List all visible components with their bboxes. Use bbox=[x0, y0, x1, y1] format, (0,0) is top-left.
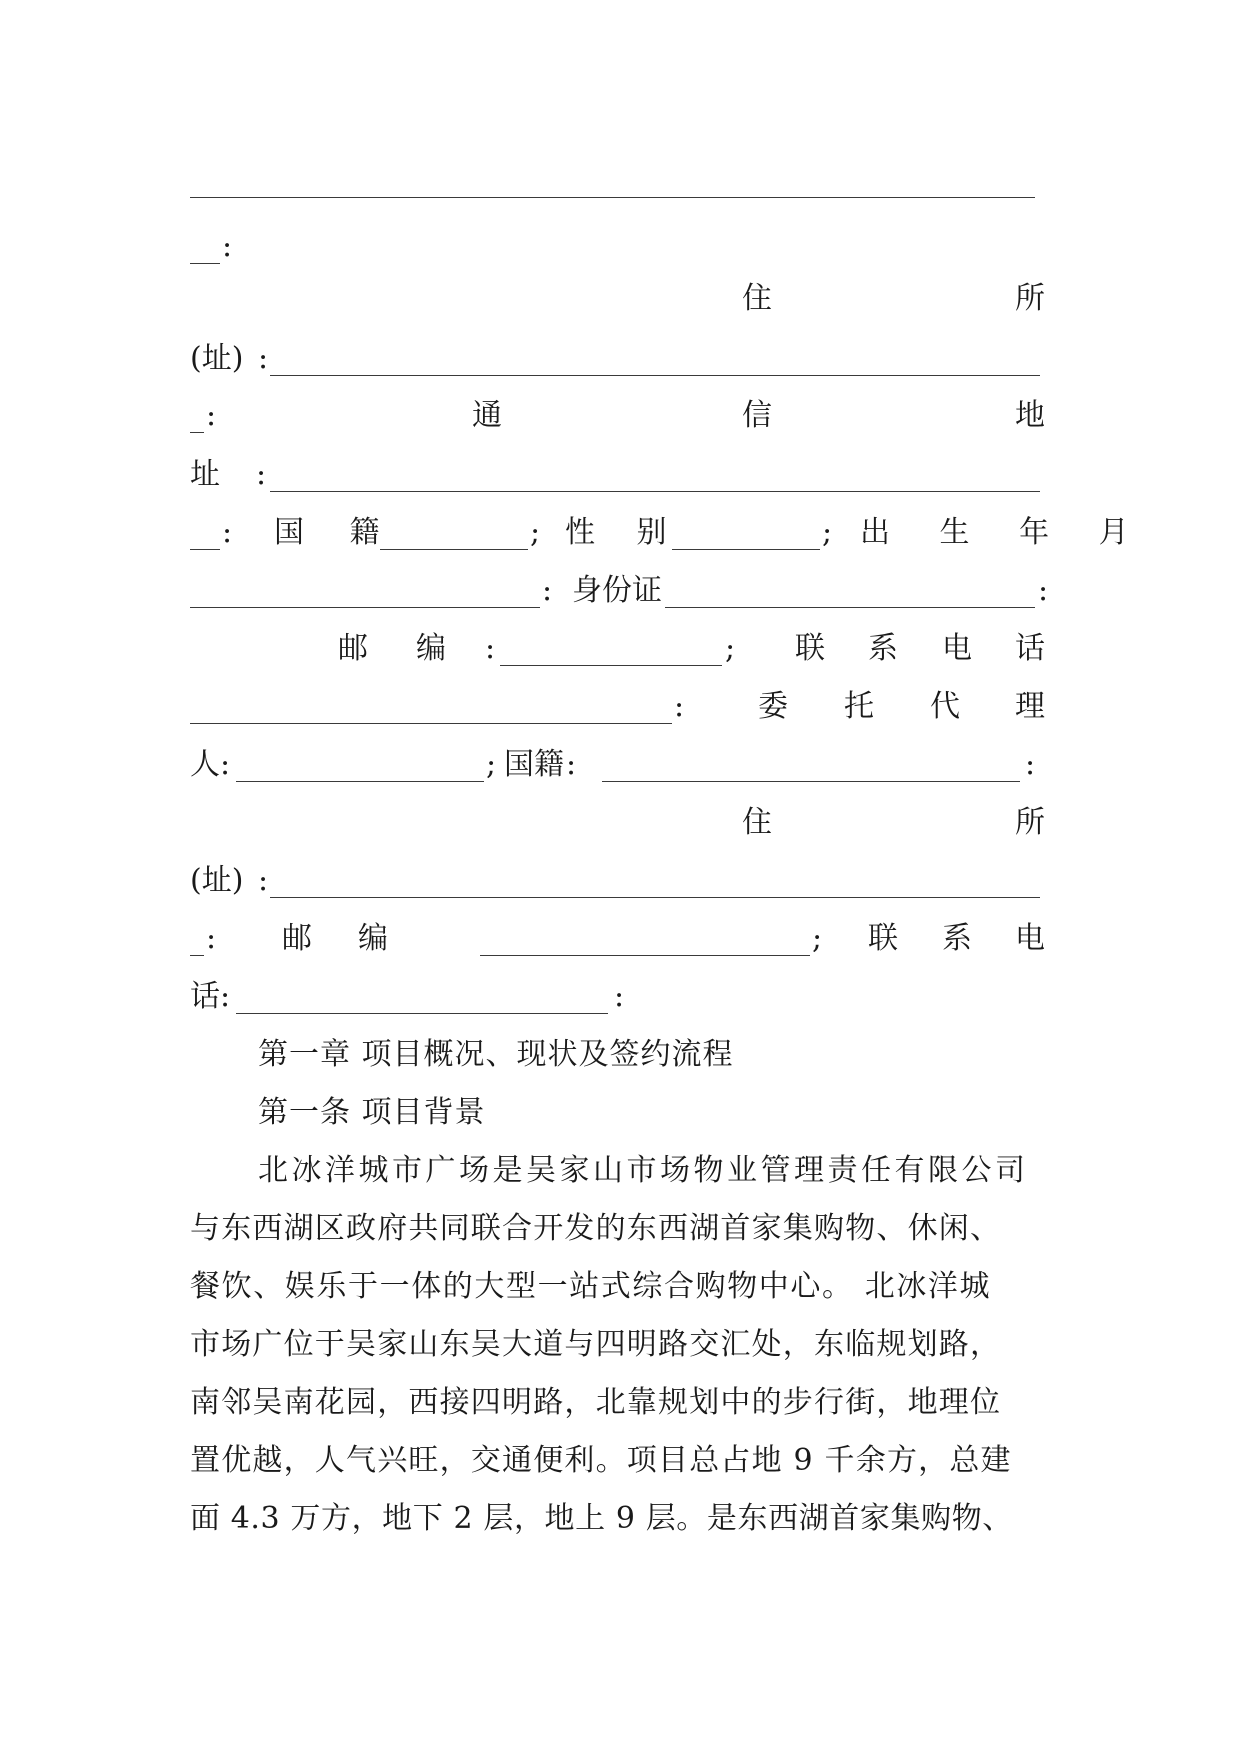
paragraph-line: 餐饮、娱乐于一体的大型一站式综合购物中心。 北冰洋城 bbox=[190, 1269, 992, 1304]
mailing-address-label-part: 地 bbox=[1015, 398, 1045, 433]
phone-blank bbox=[190, 723, 672, 724]
form-line bbox=[190, 387, 1050, 445]
agent-label-part: 代 bbox=[930, 689, 960, 724]
semicolon: ; bbox=[822, 515, 833, 550]
form-line bbox=[190, 620, 1050, 678]
form-line bbox=[190, 794, 1050, 852]
mailing-address-label-part: 通 bbox=[472, 398, 502, 433]
agent-label-part: 托 bbox=[844, 689, 874, 724]
address-label-part: 所 bbox=[1015, 805, 1045, 840]
address-label-part: 所 bbox=[1015, 281, 1045, 316]
colon: : bbox=[566, 747, 577, 782]
blank-line bbox=[190, 197, 1035, 198]
nationality-blank bbox=[602, 781, 1020, 782]
colon: : bbox=[258, 341, 269, 376]
postcode-label-part: 邮 bbox=[282, 921, 312, 956]
colon: : bbox=[220, 979, 231, 1014]
paragraph-line: 南邻吴南花园，西接四明路，北靠规划中的步行街，地理位 bbox=[190, 1385, 1002, 1420]
form-line bbox=[190, 562, 1050, 620]
postcode-label-part: 编 bbox=[358, 921, 388, 956]
phone-label-part: 系 bbox=[868, 631, 898, 666]
semicolon: ; bbox=[530, 515, 541, 550]
address-blank bbox=[270, 897, 1040, 898]
agent-label-part: 委 bbox=[758, 689, 788, 724]
address-blank bbox=[270, 375, 1040, 376]
blank-line bbox=[190, 432, 204, 433]
colon: : bbox=[258, 863, 269, 898]
colon: : bbox=[674, 689, 685, 724]
paragraph-line: 置优越，人气兴旺，交通便利。项目总占地 9 千余方，总建 bbox=[190, 1443, 1012, 1478]
article-title: 第一条 项目背景 bbox=[258, 1095, 486, 1130]
paragraph-line: 面 4.3 万方，地下 2 层，地上 9 层。是东西湖首家集购物、 bbox=[190, 1501, 1013, 1536]
postcode-blank bbox=[480, 955, 810, 956]
colon: : bbox=[542, 573, 553, 608]
paragraph-line: 北冰洋城市广场是吴家山市场物业管理责任有限公司 bbox=[258, 1153, 1029, 1188]
postcode-blank bbox=[500, 665, 722, 666]
colon: : bbox=[256, 457, 267, 492]
form-line bbox=[190, 736, 1050, 794]
id-card-label: 身份证 bbox=[572, 573, 662, 608]
colon: : bbox=[220, 747, 231, 782]
postcode-label-part: 编 bbox=[416, 631, 446, 666]
gender-blank bbox=[672, 549, 820, 550]
semicolon: ; bbox=[812, 921, 823, 956]
colon: : bbox=[222, 515, 233, 550]
agent-blank bbox=[236, 781, 484, 782]
agent-label-part: 人 bbox=[190, 747, 220, 782]
address-label-part: 住 bbox=[742, 281, 772, 316]
nationality-blank bbox=[380, 549, 528, 550]
phone-label-part: 联 bbox=[868, 921, 898, 956]
colon: : bbox=[485, 631, 496, 666]
blank-line bbox=[190, 549, 220, 550]
blank-line bbox=[190, 263, 220, 264]
form-line bbox=[190, 446, 1050, 504]
form-line bbox=[190, 218, 1050, 276]
form-line bbox=[190, 968, 1050, 1026]
mailing-address-blank bbox=[270, 491, 1040, 492]
phone-label-part: 电 bbox=[942, 631, 972, 666]
nationality-label: 国籍 bbox=[504, 747, 564, 782]
paragraph-line: 市场广位于吴家山东吴大道与四明路交汇处，东临规划路， bbox=[190, 1327, 1002, 1362]
form-line bbox=[190, 852, 1050, 910]
address-label-part: 住 bbox=[742, 805, 772, 840]
paragraph-line: 与东西湖区政府共同联合开发的东西湖首家集购物、休闲、 bbox=[190, 1211, 1002, 1246]
form-line bbox=[190, 330, 1050, 388]
phone-blank bbox=[236, 1013, 608, 1014]
id-card-blank bbox=[665, 607, 1035, 608]
phone-label-part: 系 bbox=[942, 921, 972, 956]
phone-label-part: 话 bbox=[1015, 631, 1045, 666]
blank-line bbox=[190, 955, 204, 956]
phone-label-part: 联 bbox=[795, 631, 825, 666]
colon: : bbox=[614, 979, 625, 1014]
colon: : bbox=[1025, 747, 1036, 782]
form-line bbox=[190, 270, 1050, 328]
birth-blank bbox=[190, 607, 540, 608]
semicolon: ; bbox=[486, 747, 497, 782]
colon: : bbox=[206, 398, 217, 433]
colon: : bbox=[1038, 573, 1049, 608]
address-paren-label: (址) bbox=[190, 863, 244, 898]
form-line bbox=[190, 678, 1050, 736]
mailing-address-label-part: 址 bbox=[190, 457, 220, 492]
mailing-address-label-part: 信 bbox=[742, 398, 772, 433]
postcode-label-part: 邮 bbox=[338, 631, 368, 666]
gender-label: 性 别 bbox=[565, 515, 683, 550]
chapter-title: 第一章 项目概况、现状及签约流程 bbox=[258, 1037, 734, 1072]
form-line bbox=[190, 910, 1050, 968]
birth-label: 出 生 年 月 bbox=[860, 515, 1149, 550]
phone-label-part: 电 bbox=[1015, 921, 1045, 956]
phone-label-part: 话 bbox=[190, 979, 220, 1014]
address-paren-label: (址) bbox=[190, 341, 244, 376]
colon: : bbox=[206, 921, 217, 956]
semicolon: ; bbox=[725, 631, 736, 666]
form-line bbox=[190, 504, 1149, 562]
agent-label-part: 理 bbox=[1015, 689, 1045, 724]
colon: : bbox=[222, 229, 233, 264]
nationality-label: 国 籍 bbox=[274, 515, 398, 550]
